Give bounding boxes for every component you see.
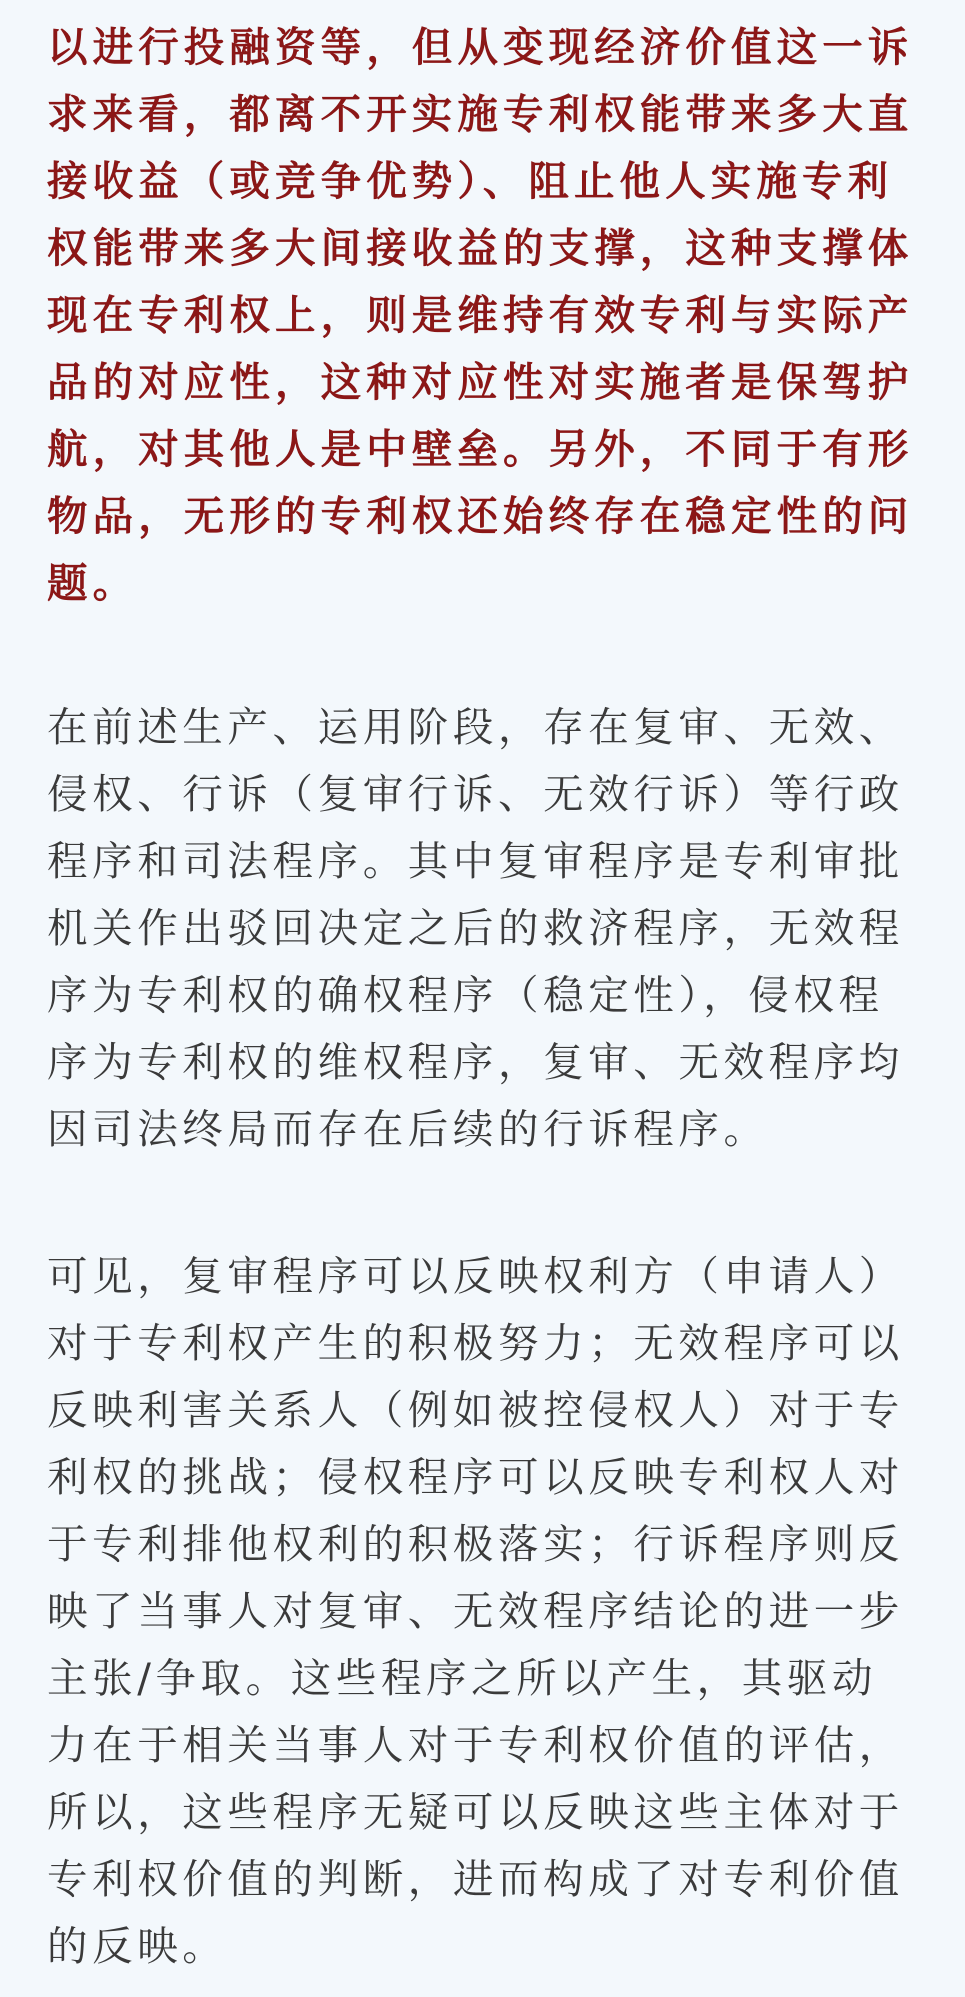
text-line: 所以，这些程序无疑可以反映这些主体对于 — [47, 1788, 904, 1836]
text-line: 于专利排他权利的积极落实；行诉程序则反 — [47, 1520, 904, 1568]
text-line: 接收益（或竞争优势）、阻止他人实施专利 — [47, 157, 894, 205]
text-line: 映了当事人对复审、无效程序结论的进一步 — [47, 1587, 904, 1635]
text-line: 因司法终局而存在后续的行诉程序。 — [47, 1105, 769, 1153]
text-line: 利权的挑战；侵权程序可以反映专利权人对 — [47, 1453, 904, 1501]
text-line: 主张/争取。这些程序之所以产生，其驱动 — [47, 1654, 878, 1702]
procedures-paragraph — [47, 694, 904, 1163]
emphasized-paragraph — [47, 14, 913, 617]
text-line: 机关作出驳回决定之后的救济程序，无效程 — [47, 904, 904, 952]
text-line: 力在于相关当事人对于专利权价值的评估， — [47, 1721, 904, 1769]
text-line: 序为专利权的维权程序，复审、无效程序均 — [47, 1038, 904, 1086]
text-line: 求来看，都离不开实施专利权能带来多大直 — [47, 90, 914, 138]
text-line: 品的对应性，这种对应性对实施者是保驾护 — [47, 358, 914, 406]
text-line: 的反映。 — [47, 1922, 228, 1970]
text-line: 权能带来多大间接收益的支撑，这种支撑体 — [47, 224, 914, 272]
text-line: 反映利害关系人（例如被控侵权人）对于专 — [47, 1386, 904, 1434]
text-line: 侵权、行诉（复审行诉、无效行诉）等行政 — [47, 770, 904, 818]
text-line: 航，对其他人是中壁垒。另外，不同于有形 — [47, 425, 914, 473]
text-line: 现在专利权上，则是维持有效专利与实际产 — [47, 291, 914, 339]
text-line: 题。 — [47, 559, 139, 607]
text-line: 以进行投融资等，但从变现经济价值这一诉 — [47, 23, 914, 71]
text-line: 程序和司法程序。其中复审程序是专利审批 — [47, 837, 904, 885]
text-line: 对于专利权产生的积极努力；无效程序可以 — [47, 1319, 904, 1367]
text-line: 专利权价值的判断，进而构成了对专利价值 — [47, 1855, 904, 1903]
text-line: 可见，复审程序可以反映权利方（申请人） — [47, 1252, 904, 1300]
reflection-paragraph — [47, 1243, 904, 1980]
text-line: 物品，无形的专利权还始终存在稳定性的问 — [47, 492, 914, 540]
text-line: 在前述生产、运用阶段，存在复审、无效、 — [47, 703, 904, 751]
text-line: 序为专利权的确权程序（稳定性），侵权程 — [47, 971, 884, 1019]
